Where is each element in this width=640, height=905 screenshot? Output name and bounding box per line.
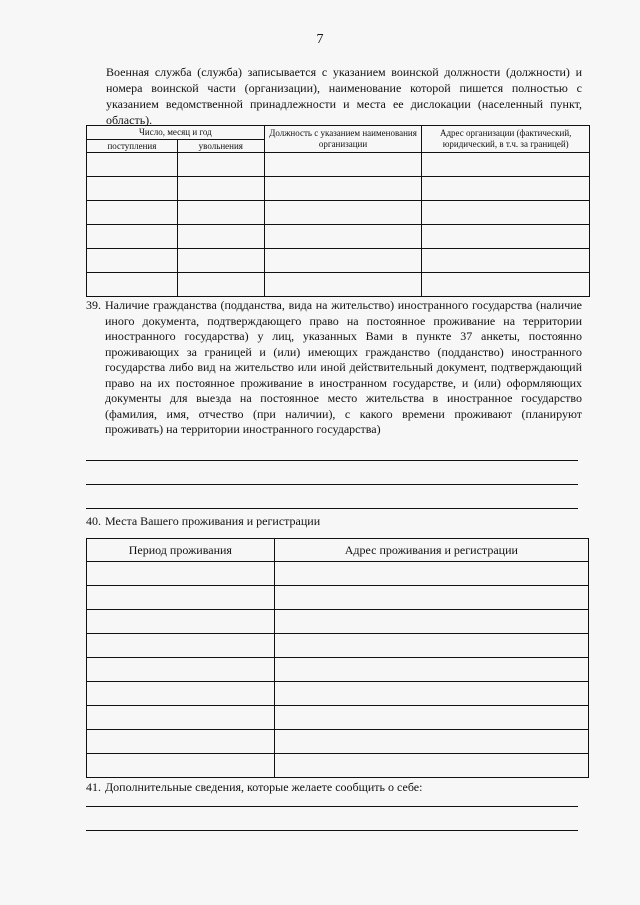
intro-paragraph: Военная служба (служба) записывается с указанием воинской должности (должности) и номера воинской части (организации), наименование которой пишется полностью с указанием ведомственной принадлежности и места ее дислокации (населенный пункт, область). <box>106 65 582 127</box>
table-row <box>87 562 589 586</box>
table-cell[interactable] <box>87 177 178 201</box>
table-cell[interactable] <box>87 249 178 273</box>
table-row <box>87 586 589 610</box>
table-cell[interactable] <box>87 610 275 634</box>
item-39 <box>86 298 582 438</box>
table-cell[interactable] <box>274 562 588 586</box>
table-cell[interactable] <box>264 249 422 273</box>
col-header-hire: поступления <box>87 140 178 153</box>
residence-table <box>86 538 589 778</box>
table-row <box>87 682 589 706</box>
table-cell[interactable] <box>264 177 422 201</box>
table-cell[interactable] <box>422 177 590 201</box>
table-cell[interactable] <box>87 273 178 297</box>
item-39-number: 39. <box>86 298 101 312</box>
table-cell[interactable] <box>264 273 422 297</box>
table-cell[interactable] <box>177 201 264 225</box>
item-41-number: 41. <box>86 780 101 794</box>
item-40 <box>86 514 582 530</box>
table-row <box>87 249 590 273</box>
table-cell[interactable] <box>274 730 588 754</box>
table-cell[interactable] <box>87 658 275 682</box>
table-cell[interactable] <box>87 201 178 225</box>
answer-line[interactable] <box>86 806 578 807</box>
table-cell[interactable] <box>87 730 275 754</box>
table-row <box>87 153 590 177</box>
table-cell[interactable] <box>177 273 264 297</box>
table-cell[interactable] <box>87 586 275 610</box>
table-cell[interactable] <box>422 153 590 177</box>
table-cell[interactable] <box>87 225 178 249</box>
table-cell[interactable] <box>274 610 588 634</box>
table-cell[interactable] <box>177 249 264 273</box>
service-table <box>86 125 590 297</box>
table-cell[interactable] <box>274 754 588 778</box>
table-cell[interactable] <box>177 177 264 201</box>
answer-line[interactable] <box>86 508 578 509</box>
table-row <box>87 730 589 754</box>
table-cell[interactable] <box>87 153 178 177</box>
table-cell[interactable] <box>274 634 588 658</box>
table-cell[interactable] <box>177 225 264 249</box>
answer-line[interactable] <box>86 830 578 831</box>
table-cell[interactable] <box>274 682 588 706</box>
item-40-number: 40. <box>86 514 101 528</box>
item-41 <box>86 780 582 796</box>
table-cell[interactable] <box>87 682 275 706</box>
table-row <box>87 201 590 225</box>
table-row <box>87 634 589 658</box>
item-40-text: Места Вашего проживания и регистрации <box>105 514 321 528</box>
table-row <box>87 273 590 297</box>
table-row <box>87 225 590 249</box>
table-cell[interactable] <box>422 225 590 249</box>
answer-line[interactable] <box>86 460 578 461</box>
table-row <box>87 754 589 778</box>
table-cell[interactable] <box>87 706 275 730</box>
answer-line[interactable] <box>86 484 578 485</box>
item-39-text: Наличие гражданства (подданства, вида на жительство) иностранного государства (наличие иного документа, подтверждающего право на постоянное проживание на территории иностранного государства) у лиц, указанных Вами в пункте 37 анкеты, постоянно проживающих за границей и (или) имеющих гражданство (подданство) иностранного государства либо вид на жительство или иной действительный документ, подтверждающий право на их постоянное проживание в иностранном государстве, и (или) оформляющих документы для выезда на постоянное место жительства в иностранное государство (фамилия, имя, отчество (при наличии), с какого времени проживают (планируют проживать) на территории иностранного государства) <box>105 298 582 436</box>
table-cell[interactable] <box>274 706 588 730</box>
col-header-date: Число, месяц и год <box>87 126 265 140</box>
col-header-period: Период проживания <box>87 539 275 562</box>
table-cell[interactable] <box>274 658 588 682</box>
table-row <box>87 658 589 682</box>
table-cell[interactable] <box>422 249 590 273</box>
table-cell[interactable] <box>264 201 422 225</box>
table-row <box>87 610 589 634</box>
col-header-position: Должность с указанием наименования организации <box>264 126 422 153</box>
col-header-residence-address: Адрес проживания и регистрации <box>274 539 588 562</box>
item-41-text: Дополнительные сведения, которые желаете сообщить о себе: <box>105 780 423 794</box>
col-header-fire: увольнения <box>177 140 264 153</box>
table-cell[interactable] <box>87 634 275 658</box>
table-cell[interactable] <box>264 225 422 249</box>
table-cell[interactable] <box>274 586 588 610</box>
table-cell[interactable] <box>264 153 422 177</box>
table-cell[interactable] <box>422 273 590 297</box>
table-cell[interactable] <box>177 153 264 177</box>
table-cell[interactable] <box>422 201 590 225</box>
col-header-address: Адрес организации (фактический, юридический, в т.ч. за границей) <box>422 126 590 153</box>
table-cell[interactable] <box>87 754 275 778</box>
table-row <box>87 706 589 730</box>
table-row <box>87 177 590 201</box>
page-number: 7 <box>316 32 324 47</box>
table-cell[interactable] <box>87 562 275 586</box>
